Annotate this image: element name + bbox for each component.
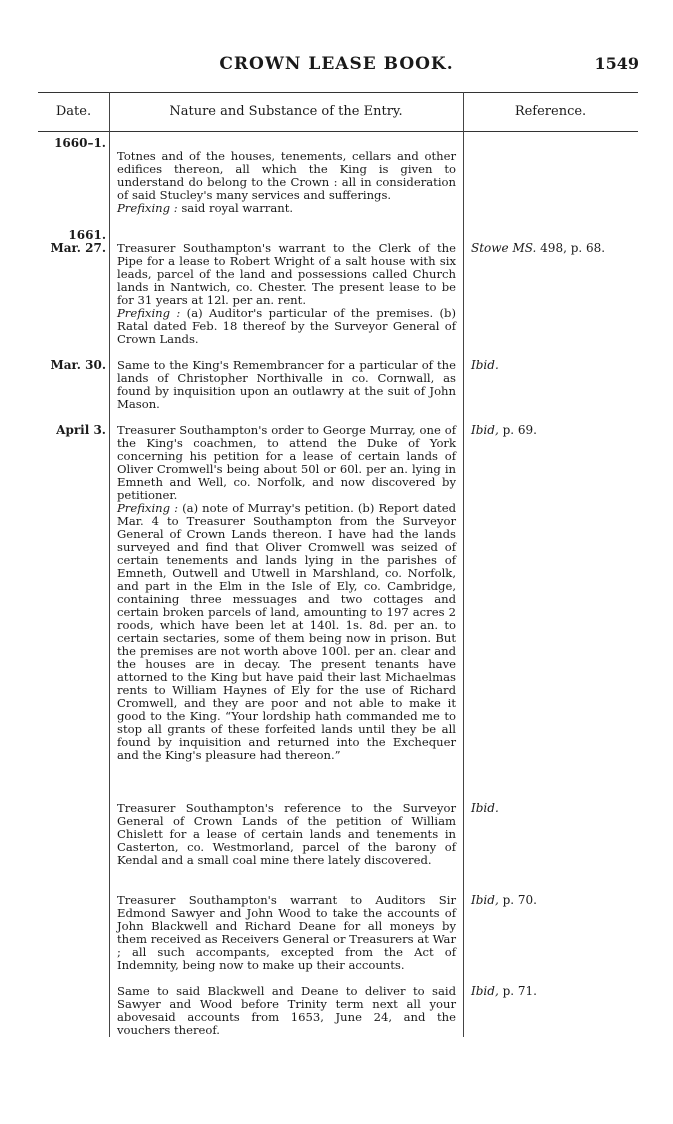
page-number: 1549: [594, 54, 639, 73]
prefix-label: Prefixing :: [117, 306, 181, 320]
entry-body: Same to said Blackwell and Deane to deliver to said Sawyer and Wood before Trinity term next all your abovesaid accounts from 1653, June 24, and the vouchers thereof.: [117, 984, 456, 1037]
reference-text: 498, p. 68.: [536, 241, 606, 255]
entry-text: [117, 150, 456, 215]
page-title: CROWN LEASE BOOK.: [219, 54, 454, 74]
column-divider-date: [109, 92, 110, 1037]
reference-italic: Ibid,: [471, 423, 499, 437]
reference-text: p. 70.: [498, 893, 537, 907]
entry-reference: [471, 242, 636, 255]
entry-reference: [471, 424, 636, 437]
prefix-text: said royal warrant.: [177, 201, 294, 215]
entry-body: Treasurer Southampton's warrant to the Clerk of the Pipe for a lease to Robert Wright of a salt house with six leads, parcel of the land and possessions called Church lands in Nantwich, co. Chester. The present lease to be for 31 years at 12l. per an. rent.: [117, 241, 456, 307]
column-divider-reference: [463, 92, 464, 1037]
entry-body: Same to the King's Remembrancer for a particular of the lands of Christopher Northivalle in co. Cornwall, as found by inquisition upon an outlawry at the suit of John Mason.: [117, 358, 456, 411]
entry-text: [117, 242, 456, 346]
entry-body: Treasurer Southampton's reference to the Surveyor General of Crown Lands of the petition of William Chislett for a lease of certain lands and tenements in Casterton, co. Westmorland, parcel of the barony of Kendal and a small coal mine there lately discovered.: [117, 801, 456, 867]
entry-prefix: [117, 307, 456, 346]
entry-text: [117, 985, 456, 1037]
entry-year: 1661.: [68, 228, 106, 242]
entry-text: [117, 359, 456, 411]
column-header-reference: Reference.: [514, 104, 587, 119]
entry-date: Mar. 27.: [50, 241, 106, 255]
prefix-label: Prefixing :: [117, 501, 179, 515]
column-header-nature: Nature and Substance of the Entry.: [169, 104, 403, 119]
entry-body: Treasurer Southampton's warrant to Auditors Sir Edmond Sawyer and John Wood to take the accounts of John Blackwell and Richard Deane for all moneys by them received as Receivers General or Treasurers at War ; all such accompants, excepted from the Act of Indemnity, being now to make up their accounts.: [117, 893, 456, 972]
entry-prefix: [117, 502, 456, 762]
reference-italic: Stowe MS.: [471, 241, 537, 255]
running-head: [0, 54, 673, 80]
entry-prefix: [117, 202, 456, 215]
table-top-rule: [38, 92, 638, 93]
prefix-text: (a) note of Murray's petition. (b) Report dated Mar. 4 to Treasurer Southampton from the Surveyor General of Crown Lands thereon. I have had the lands surveyed and find that Oliver Cromwell was seized of certain tenements and lands lying in the parishes of Emneth, Outwell and Utwell in Marshland, co. Norfolk, and part in the Elm in the Isle of Ely, co. Cambridge, containing three messuages and two cottages and certain broken parcels of land, amounting to 197 acres 2 roods, which have been let at 140l. 1s. 8d. per an. to certain sectaries, some of them being now in prison. But the premises are not worth above 100l. per an. clear and the houses are in decay. The present tenants have attorned to the King but have paid their last Michaelmas rents to William Haynes of Ely for the use of Richard Cromwell, and they are poor and not able to make it good to the King. “Your lordship hath commanded me to stop all grants of these forfeited lands until they be all found by inquisition and returned into the Exchequer and the King's pleasure had thereon.”: [117, 501, 456, 762]
prefix-text: (a) Auditor's particular of the premises. (b) Ratal dated Feb. 18 thereof by the Surveyor General of Crown Lands.: [117, 306, 457, 346]
reference-text: p. 69.: [498, 423, 537, 437]
entry-body: Totnes and of the houses, tenements, cellars and other edifices thereon, all which the King is given to understand do belong to the Crown : all in consideration of said Stucley's many services and sufferings.: [117, 149, 456, 202]
entry-text: [117, 802, 456, 867]
prefix-label: Prefixing :: [117, 201, 178, 215]
entry-reference: [471, 894, 636, 907]
reference-text: p. 71.: [498, 984, 537, 998]
entry-text: [117, 424, 456, 762]
entry-date: April 3.: [56, 423, 106, 437]
column-header-date: Date.: [55, 104, 92, 119]
entry-year: 1660–1.: [54, 136, 106, 150]
entry-date: Mar. 30.: [50, 358, 106, 372]
table-header-rule: [38, 131, 638, 132]
entry-reference: [471, 985, 636, 998]
entry-text: [117, 894, 456, 972]
entry-reference: [471, 359, 636, 372]
reference-italic: Ibid,: [471, 984, 499, 998]
reference-italic: Ibid.: [471, 801, 499, 815]
reference-italic: Ibid,: [471, 893, 499, 907]
entry-reference: [471, 802, 636, 815]
entry-body: Treasurer Southampton's order to George Murray, one of the King's coachmen, to attend the Duke of York concerning his petition for a lease of certain lands of Oliver Cromwell's being about 50l or 60l. per an. lying in Emneth and Well, co. Norfolk, and now discovered by petitioner.: [117, 423, 456, 502]
reference-italic: Ibid.: [471, 358, 499, 372]
